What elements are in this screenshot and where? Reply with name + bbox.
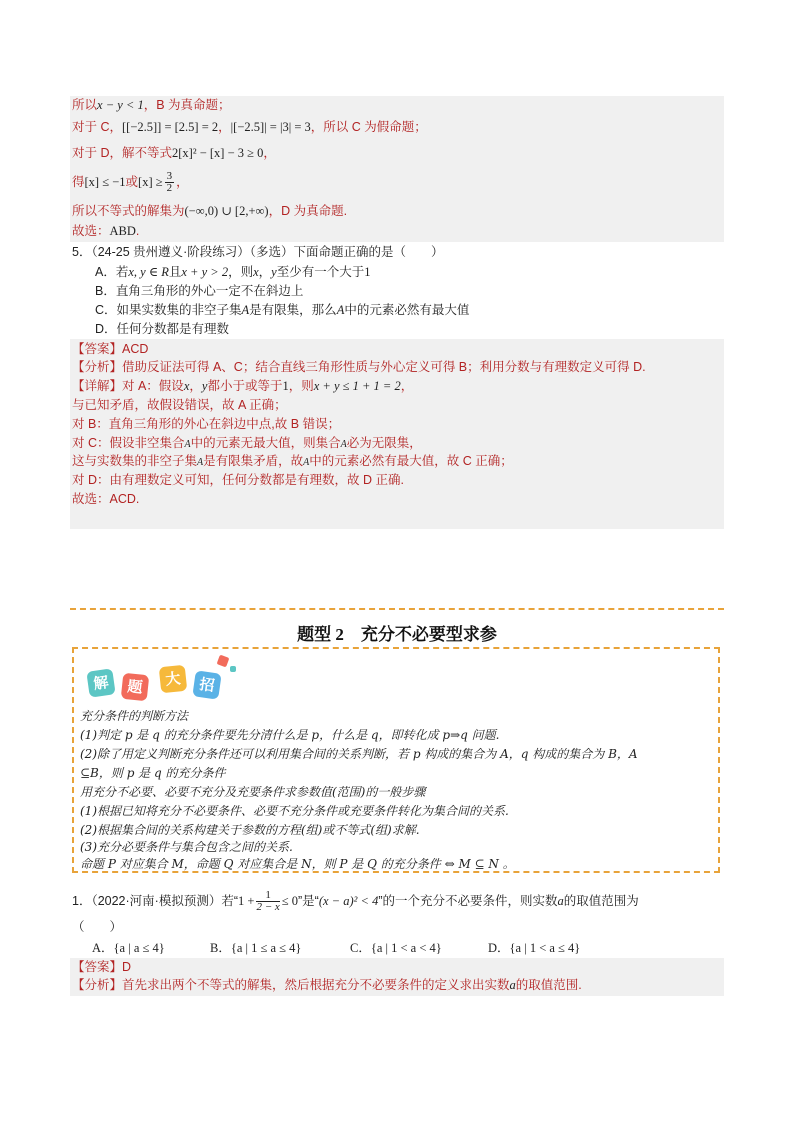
analysis-line-2: 对于 C，[[−2.5]] = [2.5] = 2，|[−2.5]| = |3| = 3，所以 C 为假命题； bbox=[72, 120, 427, 134]
analysis-line-6: 故选：ABD. bbox=[72, 224, 140, 238]
q5-option-c: C．如果实数集的非空子集A是有限集，那么A中的元素必然有最大值 bbox=[95, 303, 470, 317]
q5-detail-1: 【详解】对 A：假设x，y都小于或等于1，则x + y ≤ 1 + 1 = 2， bbox=[72, 379, 414, 393]
tips-line-1: 充分条件的判断方法 bbox=[80, 709, 189, 723]
q5-detail-5: 这与实数集的非空子集A是有限集矛盾，故A中的元素必然有最大值，故 C 正确； bbox=[72, 454, 513, 468]
q1-option-b: B．{a | 1 ≤ a ≤ 4} bbox=[210, 941, 302, 955]
q1-option-c: C．{a | 1 < a < 4} bbox=[350, 941, 442, 955]
q5-detail-2: 与已知矛盾，故假设错误，故 A 正确； bbox=[72, 398, 287, 412]
analysis-line-4: 得[x] ≤ −1或[x] ≥ $\frac{3}{2}$ ， bbox=[72, 170, 189, 195]
section-title: 题型 2 充分不必要型求参 bbox=[297, 625, 497, 644]
q1-answer: 【答案】D bbox=[72, 960, 132, 974]
badge-spark-icon-2 bbox=[230, 666, 236, 672]
section-divider bbox=[70, 608, 724, 610]
fraction-three-halves: $\frac{3}{2}$ bbox=[166, 170, 173, 195]
q1-option-d: D．{a | 1 < a ≤ 4} bbox=[488, 941, 581, 955]
q5-detail-4: 对 C：假设非空集合A中的元素无最大值，则集合A必为无限集， bbox=[72, 436, 422, 450]
q5-option-a: A．若x, y ∈ R且x + y > 2，则x，y至少有一个大于1 bbox=[95, 265, 371, 279]
tips-line-5: 用充分不必要、必要不充分及充要条件求参数值(范围)的一般步骤 bbox=[80, 785, 426, 799]
q1-analysis: 【分析】首先求出两个不等式的解集，然后根据充分不必要条件的定义求出实数a的取值范围. bbox=[72, 978, 582, 992]
q5-detail-3: 对 B：直角三角形的外心在斜边中点,故 B 错误； bbox=[72, 417, 341, 431]
analysis-line-5: 所以不等式的解集为(−∞,0) ∪ [2,+∞)，D 为真命题. bbox=[72, 204, 348, 218]
badge-char-1: 解 bbox=[86, 668, 115, 697]
q5-analysis: 【分析】借助反证法可得 A、C；结合直线三角形性质与外心定义可得 B；利用分数与有理数定义可得 D. bbox=[72, 360, 646, 374]
fraction-one-over-two-minus-x: $\frac{1}{2 - x}$ bbox=[256, 889, 280, 914]
question-1-stem: 1．（2022·河南·模拟预测）若“1 + $\frac{1}{2 - x}$ ≤ 0”是“(x − a)² < 4”的一个充分不必要条件，则实数a的取值范围为 bbox=[72, 889, 639, 914]
tips-line-3: (2)除了用定义判断充分条件还可以利用集合间的关系判断，若 p 构成的集合为 A，q 构成的集合为 B，A bbox=[80, 747, 638, 761]
q5-detail-6: 对 D：由有理数定义可知，任何分数都是有理数，故 D 正确. bbox=[72, 473, 404, 487]
tips-line-8: (3)充分必要条件与集合包含之间的关系. bbox=[80, 840, 293, 854]
question-1-paren: （ ） bbox=[72, 920, 123, 934]
tips-line-2: (1)判定 p 是 q 的充分条件要先分清什么是 p，什么是 q，即转化成 p⇒q 问题. bbox=[80, 728, 500, 742]
tips-line-6: (1)根据已知将充分不必要条件、必要不充分条件或充要条件转化为集合间的关系. bbox=[80, 804, 509, 818]
analysis-line-3: 对于 D，解不等式2[x]² − [x] − 3 ≥ 0， bbox=[72, 146, 276, 160]
q1-option-a: A．{a | a ≤ 4} bbox=[92, 941, 165, 955]
q5-option-d: D．任何分数都是有理数 bbox=[95, 322, 230, 336]
tips-line-4: ⊆B，则 p 是 q 的充分条件 bbox=[80, 766, 226, 780]
question-5-stem: 5．（24-25 贵州遵义·阶段练习）（多选）下面命题正确的是（ ） bbox=[72, 245, 444, 259]
tips-line-7: (2)根据集合间的关系构建关于参数的方程(组)或不等式(组)求解. bbox=[80, 823, 420, 837]
q5-option-b: B．直角三角形的外心一定不在斜边上 bbox=[95, 284, 304, 298]
tips-line-9: 命题 P 对应集合 M，命题 Q 对应集合是 N，则 P 是 Q 的充分条件 ⇔ M ⊆ N 。 bbox=[80, 857, 515, 871]
badge-char-2: 题 bbox=[121, 673, 150, 702]
badge-char-4: 招 bbox=[192, 670, 221, 699]
badge-char-3: 大 bbox=[159, 665, 188, 694]
q5-answer: 【答案】ACD bbox=[72, 342, 149, 356]
analysis-line-1: 所以x − y < 1，B 为真命题； bbox=[72, 98, 231, 112]
q5-detail-7: 故选：ACD. bbox=[72, 492, 140, 506]
